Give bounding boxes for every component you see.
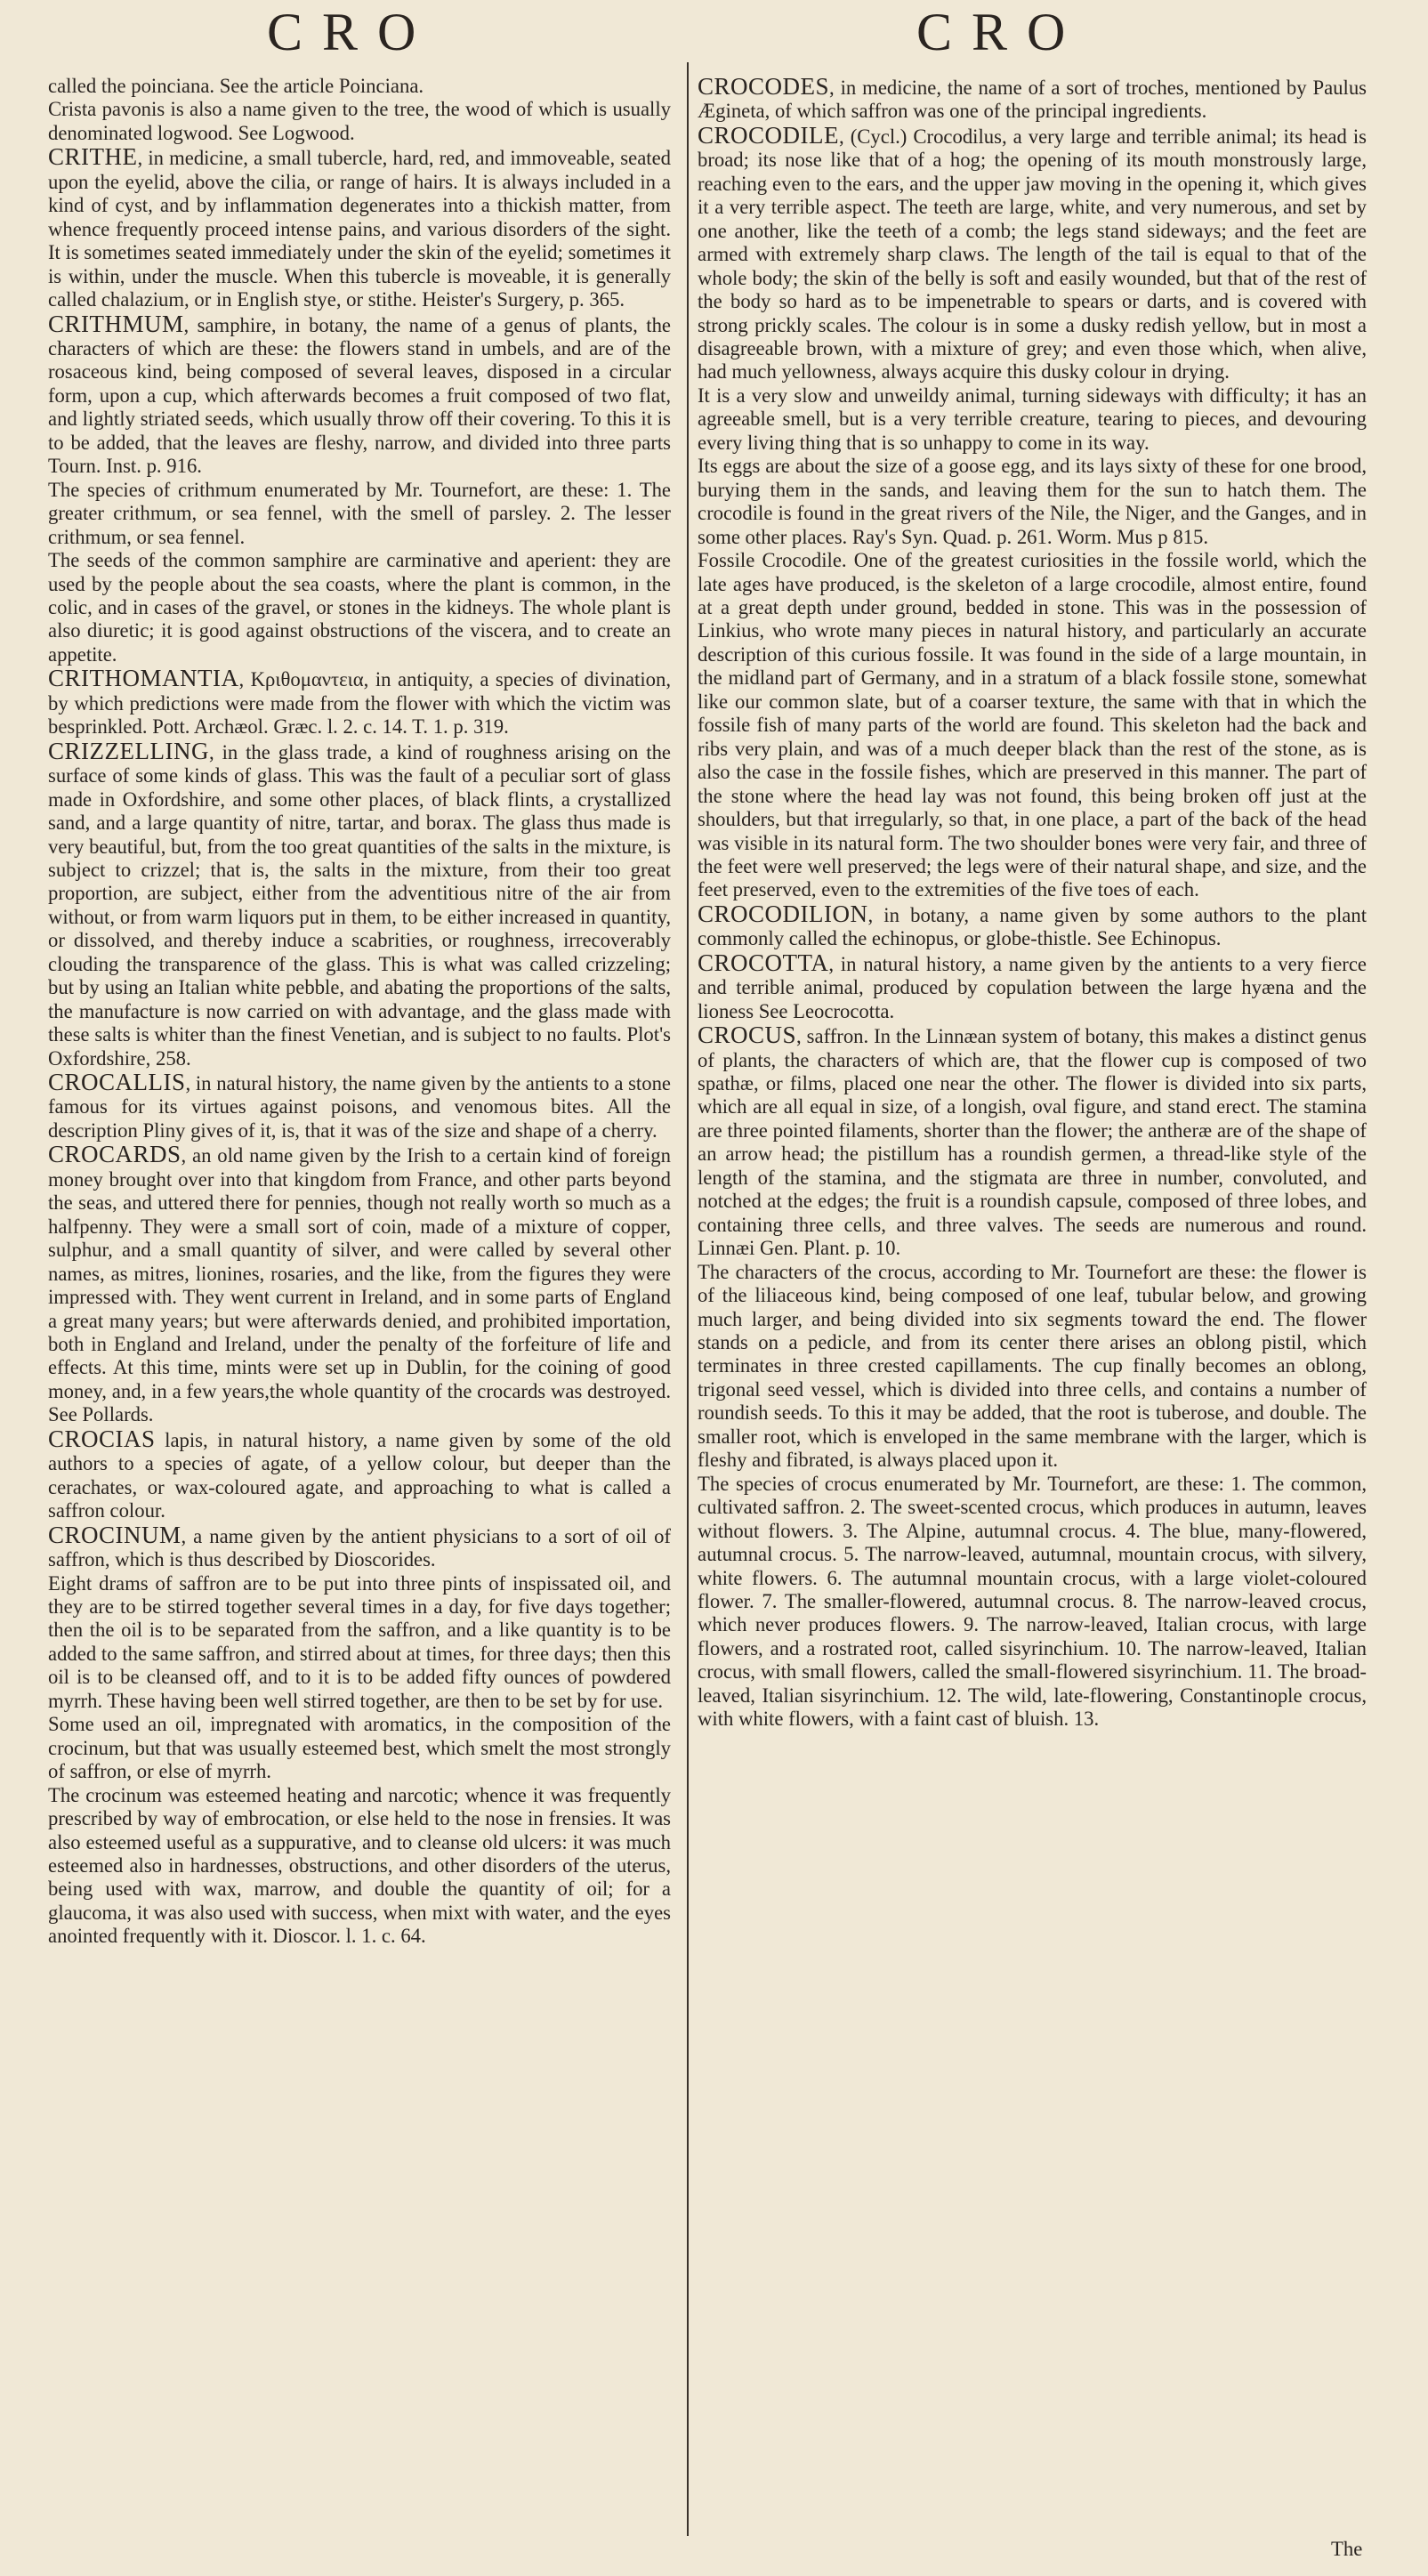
entry-crocards: CROCARDS, an old name given by the Irish to a certain kind of foreign money brought over into that kingdom from France, and other parts beyond the seas, and uttered there for pennies, though not really worth so much as a halfpenny. They were a small sort of coin, made of a mixture of copper, sulphur, and a small quantity of silver, and were called by several other names, as mitres, lionines, rosaries, and the like, from the figures they were impressed with. They went current in Ireland, and in some parts of England a great many years; but were afterwards denied, and prohibited importation, both in England and Ireland, under the penalty of the forfeiture of life and effects. At this time, mints were set up in Dublin, for the coining of good money, and, in a few years,the whole quantity of the crocards was destroyed. See Pollards. bbox=[48, 1141, 671, 1426]
entry-crithmum-species: The species of crithmum enumerated by Mr. Tournefort, are these: 1. The greater crithmum, or sea fennel, with the smell of parsley. 2. The lesser crithmum, or sea fennel. bbox=[48, 478, 671, 548]
running-header bbox=[0, 0, 1428, 62]
headword: CRIZZELLING bbox=[48, 737, 209, 764]
entry-crocodile-habits: It is a very slow and unweildy animal, turning sideways with difficulty; it has an agreeable smell, but is a very terrible creature, tearing to pieces, and devouring every living thing that is so unhappy to come in its way. bbox=[698, 384, 1367, 454]
entry-poinciana-tail: called the poinciana. See the article Poinciana. bbox=[48, 75, 424, 97]
entry-crocinum-recipe: Eight drams of saffron are to be put into three pints of inspissated oil, and they are to be stirred together several times in a day, for five days together; then the oil is to be separated from the saffron, and a like quantity is to be added to the same saffron, and stirred about at times, for three days; then this oil is to be cleansed off, and to it is to be added fifty ounces of powdered myrrh. These having been well stirred together, are then to be set by for use. bbox=[48, 1571, 671, 1712]
headword: CROCODILION bbox=[698, 900, 868, 927]
headword: CRITHE bbox=[48, 143, 138, 171]
left-column bbox=[48, 75, 671, 1949]
headword: CROCALLIS bbox=[48, 1069, 186, 1096]
header-left: CRO bbox=[267, 3, 436, 61]
right-column bbox=[698, 75, 1367, 1732]
entry-crocallis: CROCALLIS, in natural history, the name given by the antients to a stone famous for its virtues against poisons, and venomous bites. All the description Pliny gives of it, is, that it was of the size and shape of a cherry. bbox=[48, 1069, 671, 1142]
entry-crizzelling: CRIZZELLING, in the glass trade, a kind of roughness arising on the surface of some kinds of glass. This was the fault of a peculiar sort of glass made in Oxfordshire, and some other places, of black flints, a crystallized sand, and a large quantity of nitre, tartar, and borax. The glass thus made is very beautiful, but, from the too great quantities of the salts in the mixture, is subject to crizzel; that is, the salts in the mixture, from their too great proportion, are subject, either from the adventitious nitre of the air from without, or from warm liquors put in them, to be either increased in quantity, or dissolved, and thereby induce a scabrities, or roughness, irrecoverably clouding the transparence of the glass. This is what was called crizzeling; but by using an Italian white pebble, and abating the proportions of the salts, the manufacture is now carried on with advantage, and the glass made with these salts is whiter than the finest Venetian, and is subject to no faults. Plot's Oxfordshire, 258. bbox=[48, 737, 671, 1070]
entry-crithe: CRITHE, in medicine, a small tubercle, hard, red, and immoveable, seated upon the eyelid, above the cilia, or range of hairs. It is always included in a kind of cyst, and by inflammation degenerates into a thickish matter, from whence frequently proceed intense pains, and various disorders of the sight. It is sometimes seated immediately under the skin of the eyelid; sometimes it is within, under the muscle. When this tubercle is moveable, it is generally called chalazium, or in English stye, or stithe. Heister's Surgery, p. 365. bbox=[48, 143, 671, 311]
entry-crithmum: CRITHMUM, samphire, in botany, the name of a genus of plants, the characters of which are these: the flowers stand in umbels, and are of the rosaceous kind, being composed of several leaves, disposed in a circular form, upon a cup, which afterwards becomes a fruit composed of two flat, and lightly striated seeds, which usually throw off their covering. To this it is to be added, that the leaves are fleshy, narrow, and divided into three parts Tourn. Inst. p. 916. bbox=[48, 310, 671, 478]
entry-crocus: CROCUS, saffron. In the Linnæan system of botany, this makes a distinct genus of plants, the characters of which are, that the flower cup is composed of two spathæ, or films, placed one near the other. The flower is divided into six parts, which are all equal in size, of a longish, oval figure, and stand erect. The stamina are three pointed filaments, shorter than the flower; the antheræ are of the shape of an arrow head; the pistillum has a roundish germen, a thread-like style of the length of the stamina, and the stigmata are three in number, convoluted, and notched at the edges; the fruit is a roundish capsule, composed of three lobes, and containing three cells, and three valves. The seeds are numerous and round. Linnæi Gen. Plant. p. 10. bbox=[698, 1022, 1367, 1260]
headword: CRITHMUM bbox=[48, 310, 184, 337]
entry-crocodilion: CROCODILION, in botany, a name given by some authors to the plant commonly called the echinopus, or globe-thistle. See Echinopus. bbox=[698, 900, 1367, 950]
entry-crista-pavonis: Crista pavonis is also a name given to the tree, the wood of which is usually denominated logwood. See Logwood. bbox=[48, 98, 671, 144]
headword: CROCIAS bbox=[48, 1425, 156, 1452]
entry-crocinum-uses: The crocinum was esteemed heating and narcotic; whence it was frequently prescribed by way of embrocation, or else held to the nose in frensies. It was also esteemed useful as a suppurative, and to cleanse old ulcers: it was much esteemed also in hardnesses, obstructions, and other disorders of the uterus, being used with wax, marrow, and double the quantity of oil; for a glaucoma, it was also used with success, when mixt with water, and the eyes anointed frequently with it. Dioscor. l. 1. c. 64. bbox=[48, 1783, 671, 1948]
header-right: CRO bbox=[916, 3, 1085, 61]
catchword: The bbox=[1331, 2538, 1363, 2560]
headword: CROCUS bbox=[698, 1022, 797, 1049]
entry-crithomantia: CRITHOMANTIA, Κριθομαντεια, in antiquity, a species of divination, by which predictions were made from the flower with which the victim was besprinkled. Pott. Archæol. Græc. l. 2. c. 14. T. 1. p. 319. bbox=[48, 665, 671, 739]
entry-crithmum-uses: The seeds of the common samphire are carminative and aperient: they are used by the people about the sea coasts, where the plant is common, in the colic, and in cases of the gravel, or stones in the kidneys. The whole plant is also diuretic; it is good against obstructions of the viscera, and to create an appetite. bbox=[48, 549, 671, 666]
entry-fossile-crocodile: Fossile Crocodile. One of the greatest curiosities in the fossile world, which the late ages have produced, is the skeleton of a large crocodile, almost entire, found at a great depth under ground, bedded in stone. This was in the possession of Linkius, who wrote many pieces in natural history, and particularly an accurate description of this curious fossile. It was found in the side of a large mountain, in the midland part of Germany, and in a stratum of a black fossile stone, somewhat like our common slate, but of a coarser texture, the same with that in which the fossile fish of many parts of the world are found. This skeleton had the back and ribs very plain, and was of a much deeper black than the rest of the stone, as is also the case in the fossile fishes, which are preserved in this manner. The part of the stone where the head lay was not found, this being broken off just at the shoulders, but that irregularly, so that, in one place, a part of the back of the head was visible in its natural form. The two shoulder bones were very fair, and three of the feet were well preserved; the legs were of their natural shape, and size, and the feet preserved, even to the extremities of the five toes of each. bbox=[698, 549, 1367, 901]
entry-crocodile-eggs: Its eggs are about the size of a goose egg, and its lays sixty of these for one brood, burying them in the sands, and leaving them for the sun to hatch them. The crocodile is found in the great rivers of the Nile, the Niger, and the Ganges, and in some other places. Ray's Syn. Quad. p. 261. Worm. Mus p 815. bbox=[698, 455, 1367, 548]
headword: CRITHOMANTIA bbox=[48, 665, 239, 692]
entry-crocodile: CROCODILE, (Cycl.) Crocodilus, a very large and terrible animal; its head is broad; its nose like that of a hog; the opening of its mouth monstrously large, reaching even to the ears, and the upper jaw moving in the opening it, which gives it a very terrible aspect. The teeth are large, white, and very numerous, and set by one another, like the teeth of a comb; the legs stand sideways; and the feet are armed with extremely sharp claws. The length of the tail is equal to that of the whole body; the skin of the belly is soft and easily wounded, but that of the rest of the body so hard as to be impenetrable to spears or darts, and is covered with strong prickly scales. The colour is in some a dusky redish yellow, but in most a disagreeable brown, with a mixture of grey; and even those which, when alive, had much yellowness, always acquire this dusky colour in drying. bbox=[698, 121, 1367, 384]
entry-crocus-species: The species of crocus enumerated by Mr. Tournefort, are these: 1. The common, cultivated saffron. 2. The sweet-scented crocus, which produces in autumn, leaves without flowers. 3. The Alpine, autumnal crocus. 4. The blue, many-flowered, autumnal crocus. 5. The narrow-leaved, autumnal, mountain crocus, with silvery, white flowers. 6. The autumnal mountain crocus, with a large violet-coloured flower. 7. The smaller-flowered, autumnal crocus. 8. The narrow-leaved crocus, which never produces flowers. 9. The narrow-leaved, Italian crocus, with large flowers, and a rostrated root, called sisyrinchium. 10. The narrow-leaved, Italian crocus, with small flowers, called the small-flowered sisyrinchium. 11. The broad-leaved, Italian sisyrinchium. 12. The wild, late-flowering, Constantinople crocus, with white flowers, with a faint cast of bluish. 13. bbox=[698, 1472, 1367, 1731]
entry-crocus-characters: The characters of the crocus, according to Mr. Tournefort are these: the flower is of the liliaceous kind, being composed of one leaf, tubular below, and growing much larger, and being divided into six segments toward the end. The flower stands on a pedicle, and from its center there arises an oblong pistil, which terminates in three crested capillaments. The cup finally becomes an oblong, trigonal seed vessel, which is divided into three cells, and contains a number of roundish seeds. To this it may be added, that the root is tuberose, and double. The smaller root, which is enveloped in the same membrane with the larger, which is fleshy and fibrated, is always placed upon it. bbox=[698, 1260, 1367, 1472]
headword: CROCINUM bbox=[48, 1521, 182, 1548]
entry-crocotta: CROCOTTA, in natural history, a name given by the antients to a very fierce and terrible animal, produced by copulation between the large hyæna and the lioness See Leocrocotta. bbox=[698, 949, 1367, 1022]
headword: CROCOTTA bbox=[698, 949, 829, 976]
headword: CROCODES bbox=[698, 73, 830, 100]
headword: CROCARDS bbox=[48, 1141, 182, 1168]
entry-crocias-lapis: CROCIAS lapis, in natural history, a name given by some of the old authors to a species of agate, of a yellow colour, but deeper than the cerachates, or wax-coloured agate, and approaching to what is called a saffron colour. bbox=[48, 1425, 671, 1522]
entry-crocodes: CROCODES, in medicine, the name of a sort of troches, mentioned by Paulus Ægineta, of which saffron was one of the principal ingredients. bbox=[698, 73, 1367, 123]
headword: CROCODILE bbox=[698, 121, 839, 149]
column-divider bbox=[687, 62, 689, 2536]
entry-crocinum-aromatics: Some used an oil, impregnated with aromatics, in the composition of the crocinum, but that was usually esteemed best, which smelt the most strongly of saffron, or else of myrrh. bbox=[48, 1713, 671, 1783]
entry-crocinum: CROCINUM, a name given by the antient physicians to a sort of oil of saffron, which is thus described by Dioscorides. bbox=[48, 1521, 671, 1571]
